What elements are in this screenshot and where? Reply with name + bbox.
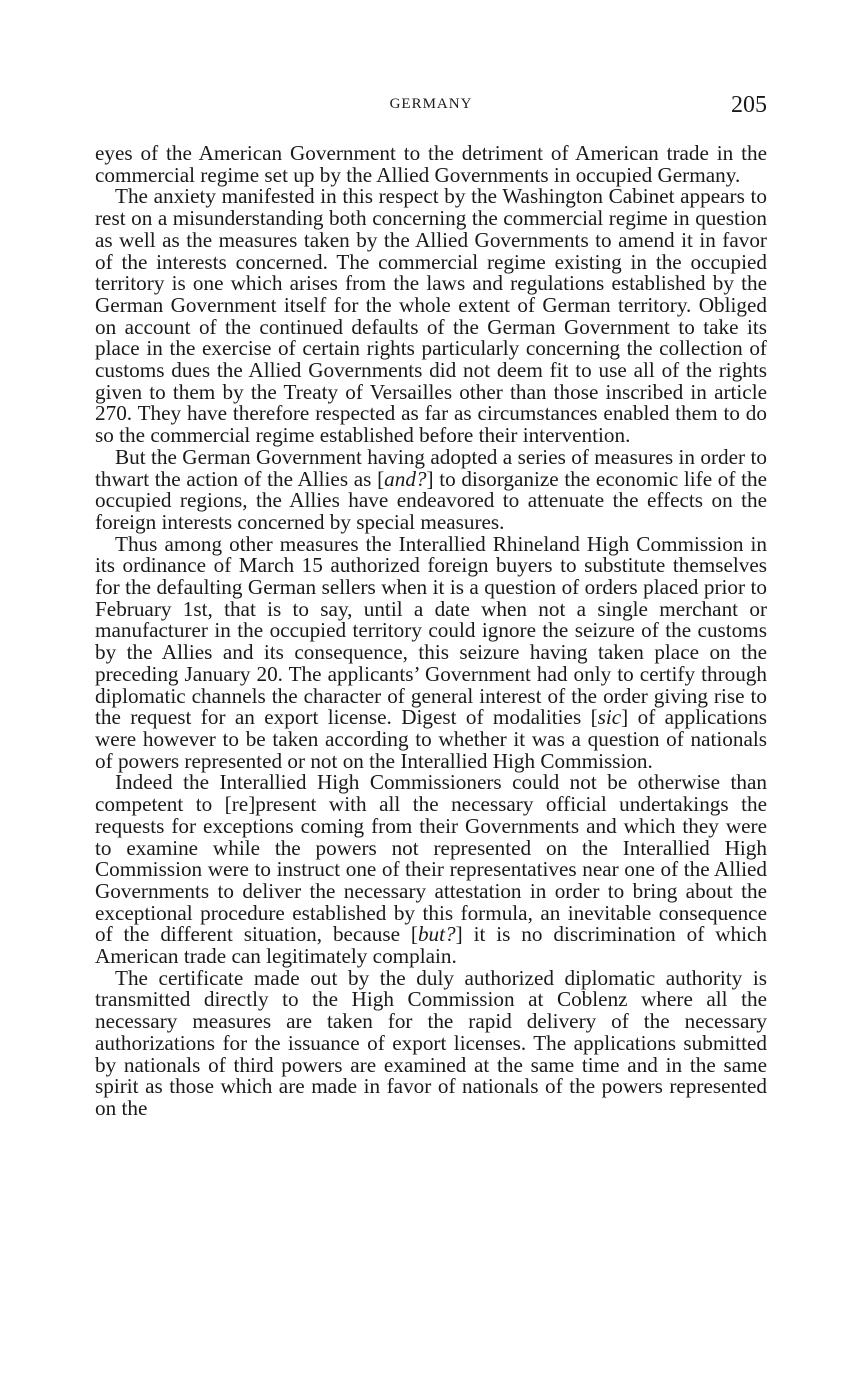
- editorial-insertion: sic: [597, 705, 622, 730]
- paragraph: [95, 531, 767, 773]
- paragraph-text: Thus among other measures the Interallied Rhineland High Commission in its ordinance of March 15 authorized foreign buyers to substitute themselves for the defaulting German sellers when it is a question of orders placed prior to February 1st, that is to say, until a date when not a single merchant or manufacturer in the occupied territory could ignore the seizure of the customs by the Allies and its consequence, this seizure having taken place on the preceding January 20. The applicants’ Government had only to certify through diplomatic channels the character of general interest of the order giving rise to the request for an export license. Digest of modalities [: [95, 531, 767, 730]
- paragraph-text: Indeed the Interallied High Commissioners could not be otherwise than competent to [re]present with all the necessary official undertakings the requests for exceptions coming from their Governments and which they were to examine while the powers not represented on the Interallied High Commission were to instruct one of their representatives near one of the Allied Governments to deliver the necessary attestation in order to bring about the exceptional procedure established by this formula, an inevitable consequence of the different situation, because [: [95, 770, 767, 947]
- paragraph-text: The certificate made out by the duly authorized diplomatic authority is transmitted directly to the High Commission at Coblenz where all the necessary measures are taken for the rapid delivery of the necessary authorizations for the issuance of export licenses. The applications submitted by nationals of third powers are examined at the same time and in the same spirit as those which are made in favor of nationals of the powers represented on the: [95, 965, 767, 1120]
- paragraph-text: ] of applications were however to be taken according to whether it was a question of nationals of powers represented or not on the Interallied High Commission.: [95, 705, 767, 773]
- body-text: [95, 143, 767, 1120]
- paragraph-text: The anxiety manifested in this respect by the Washington Cabinet appears to rest on a misunderstanding both concerning the commercial regime in question as well as the measures taken by the Allied Governments to amend it in favor of the interests concerned. The commercial regime existing in the occupied territory is one which arises from the laws and regulations established by the German Government itself for the whole extent of German territory. Obliged on account of the continued defaults of the German Government to take its place in the exercise of certain rights particularly concerning the collection of customs dues the Allied Governments did not deem fit to use all of the rights given to them by the Treaty of Versailles other than those inscribed in article 270. They have therefore respected as far as circumstances enabled them to do so the commercial regime established before their intervention.: [95, 184, 767, 448]
- paragraph: [95, 965, 767, 1120]
- paragraph-text: ] to disorganize the economic life of the occupied regions, the Allies have endeavored to attenuate the effects on the foreign interests concerned by special measures.: [95, 466, 767, 534]
- paragraph: [95, 444, 767, 534]
- paragraph-text: eyes of the American Government to the detriment of American trade in the commercial regime set up by the Allied Governments in occupied Germany.: [95, 141, 767, 187]
- paragraph: [95, 143, 767, 186]
- editorial-insertion: and?: [384, 466, 427, 491]
- paragraph: [95, 186, 767, 446]
- editorial-insertion: but?: [417, 922, 456, 947]
- running-header: [95, 92, 767, 124]
- paragraph: [95, 772, 767, 967]
- running-head-title: GERMANY: [389, 96, 473, 112]
- paragraph-text: But the German Government having adopted a series of measures in order to thwart the action of the Allies as [: [95, 444, 767, 491]
- paragraph-text: ] it is no discrimination of which American trade can legitimately complain.: [95, 922, 767, 969]
- page-number: 205: [731, 92, 767, 118]
